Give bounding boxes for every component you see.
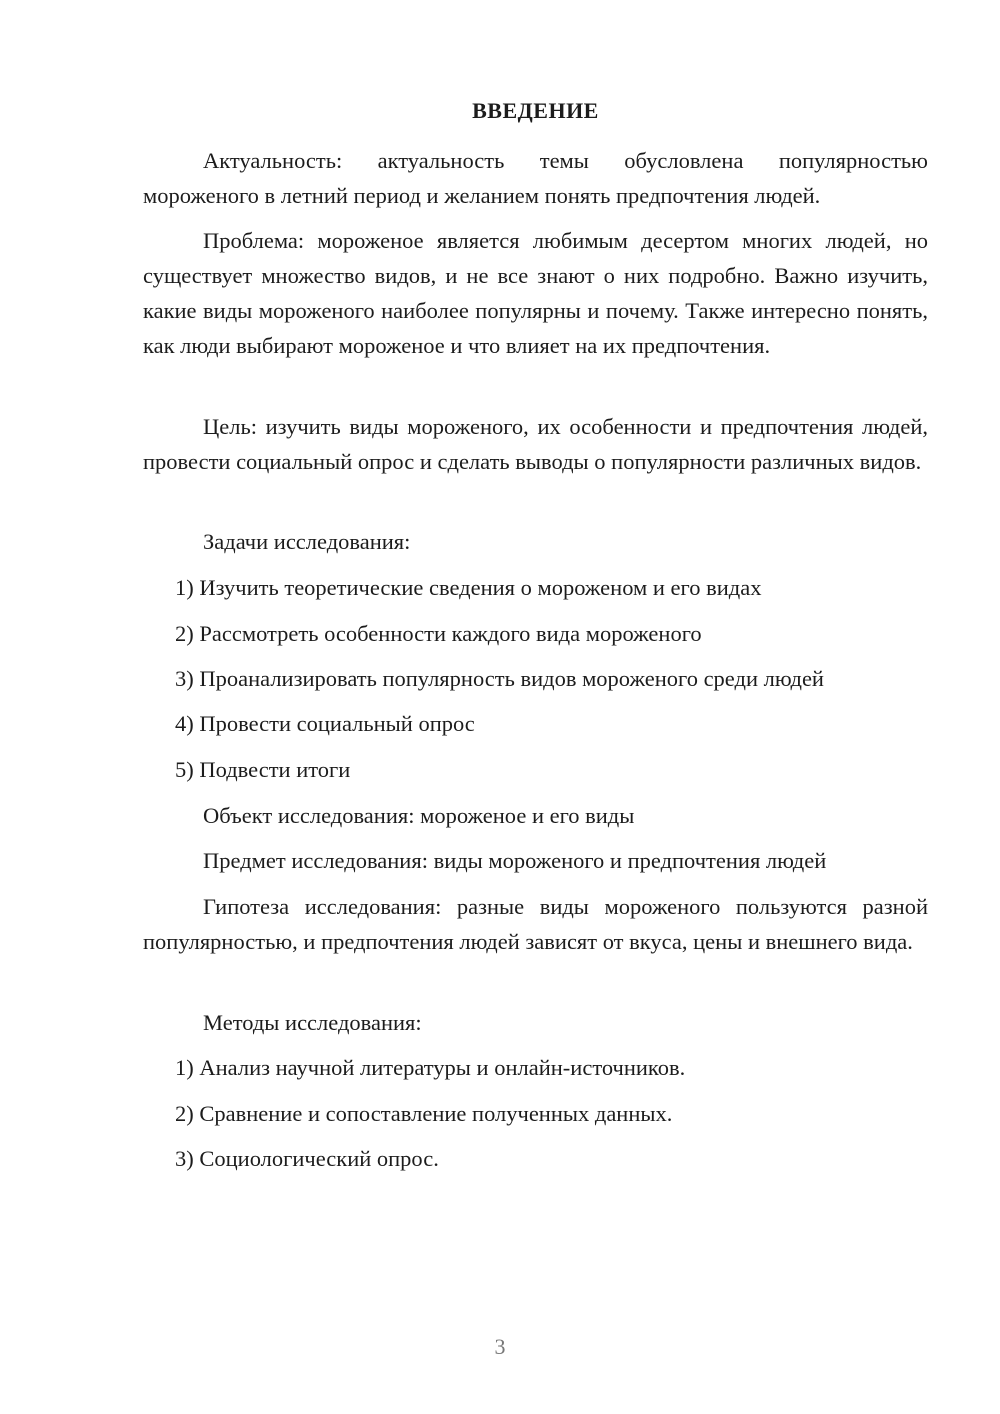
task-item-5: 5) Подвести итоги <box>175 757 351 782</box>
problem-paragraph: Проблема: мороженое является любимым десертом многих людей, но существует множество видов, и не все знают о них подробно. Важно изучить, какие виды мороженого наиболее популярны и почему. Также интересно понять, как люди выбирают мороженое и что влияет на их предпочтения. <box>143 228 928 358</box>
hypothesis-paragraph: Гипотеза исследования: разные виды мороженого пользуются разной популярностью, и предпочтения людей зависят от вкуса, цены и внешнего вида. <box>143 894 928 954</box>
object-paragraph: Объект исследования: мороженое и его виды <box>203 803 635 828</box>
section-title: ВВЕДЕНИЕ <box>472 98 599 123</box>
tasks-heading: Задачи исследования: <box>203 529 411 554</box>
document-page <box>143 0 928 1414</box>
relevance-paragraph: Актуальность: актуальность темы обусловлена популярностью мороженого в летний период и желанием понять предпочтения людей. <box>143 148 928 208</box>
page-number: 3 <box>494 1334 506 1359</box>
method-item-3: 3) Социологический опрос. <box>175 1146 439 1171</box>
method-item-2: 2) Сравнение и сопоставление полученных данных. <box>175 1101 673 1126</box>
task-item-1: 1) Изучить теоретические сведения о мороженом и его видах <box>175 575 762 600</box>
methods-heading: Методы исследования: <box>203 1010 422 1035</box>
task-item-3: 3) Проанализировать популярность видов мороженого среди людей <box>175 666 824 691</box>
goal-paragraph: Цель: изучить виды мороженого, их особенности и предпочтения людей, провести социальный опрос и сделать выводы о популярности различных видов. <box>143 414 928 474</box>
subject-paragraph: Предмет исследования: виды мороженого и предпочтения людей <box>203 848 827 873</box>
task-item-4: 4) Провести социальный опрос <box>175 711 475 736</box>
task-item-2: 2) Рассмотреть особенности каждого вида мороженого <box>175 621 702 646</box>
method-item-1: 1) Анализ научной литературы и онлайн-источников. <box>175 1055 686 1080</box>
